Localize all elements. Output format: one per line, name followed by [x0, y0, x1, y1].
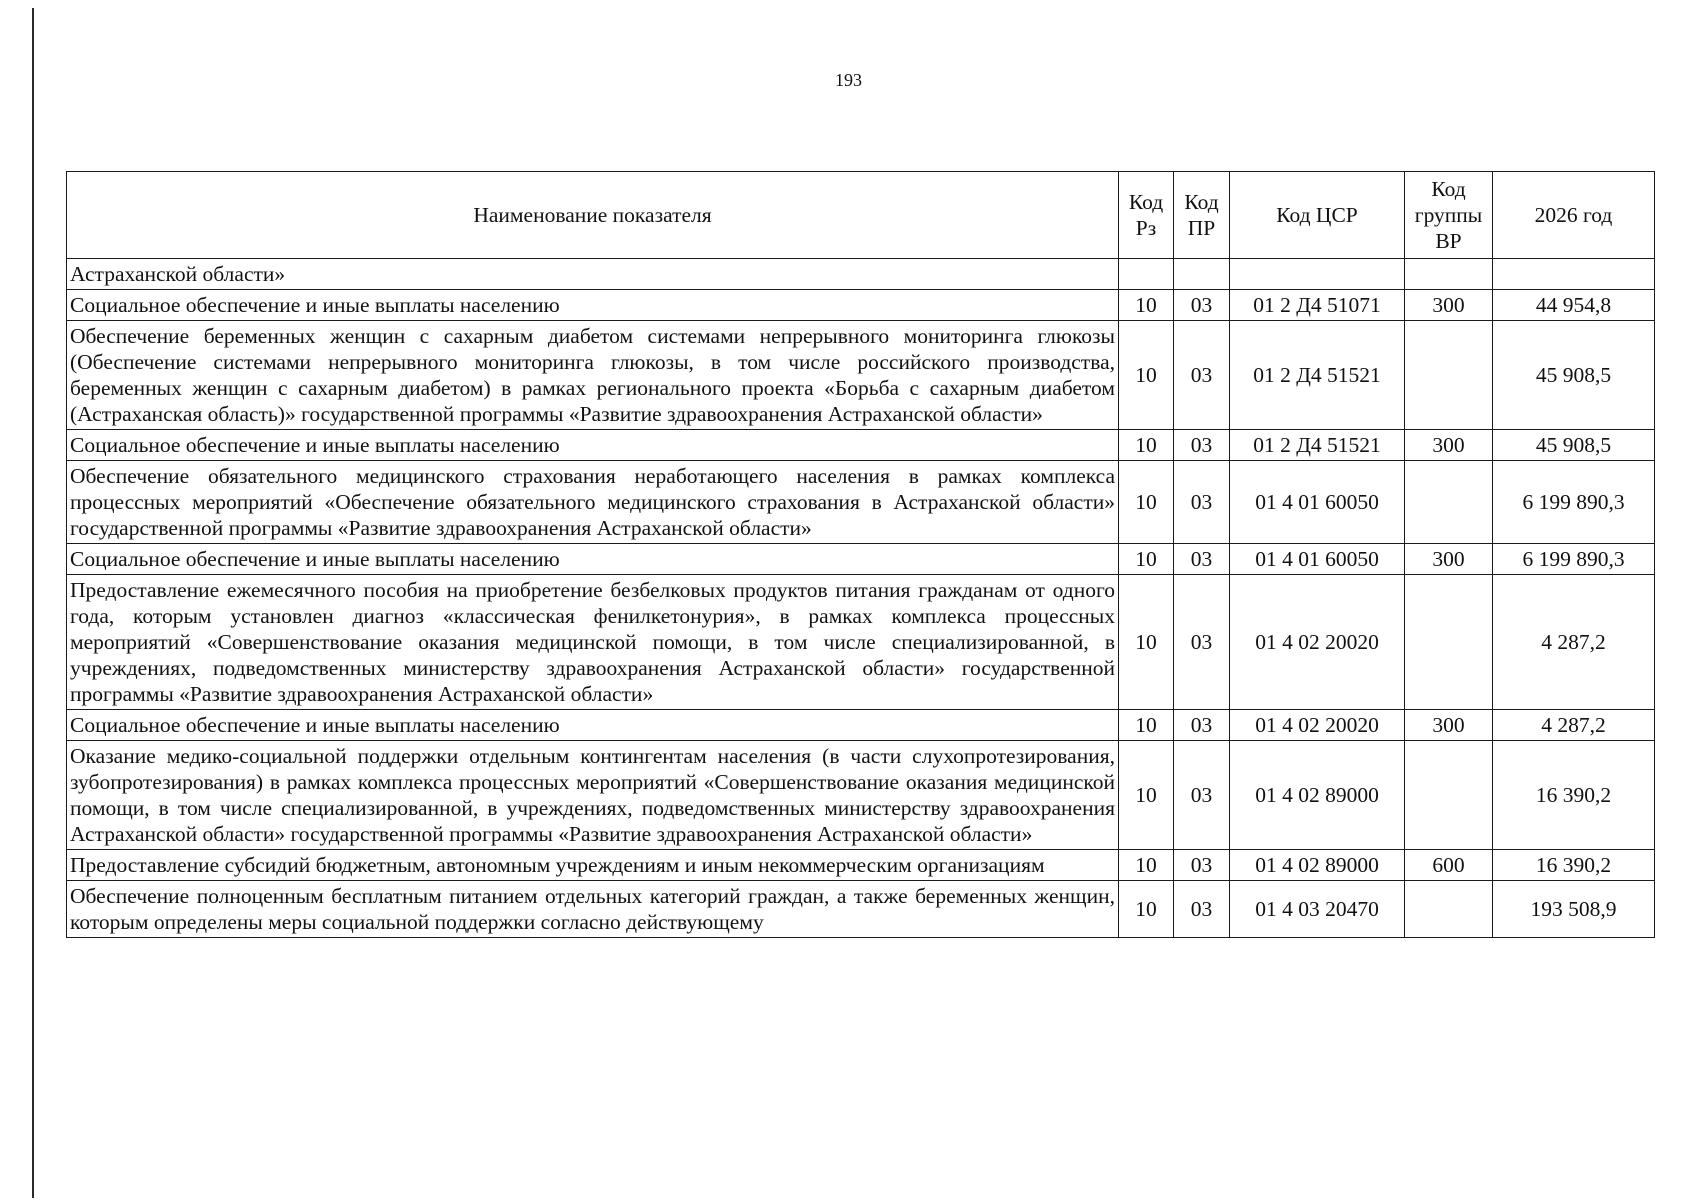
row-section-code: 10 — [1119, 321, 1174, 430]
table-row — [67, 430, 1655, 461]
row-amount-2026: 44 954,8 — [1493, 290, 1655, 321]
row-section-code: 10 — [1119, 881, 1174, 938]
row-expense-type-code — [1405, 575, 1493, 710]
row-indicator-name: Обеспечение обязательного медицинского страхования неработающего населения в рамках комплекса процессных мероприятий «Обеспечение обязательного медицинского страхования в Астраханской области» государственной программы «Развитие здравоохранения Астраханской области» — [67, 461, 1119, 544]
row-section-code: 10 — [1119, 290, 1174, 321]
table-row — [67, 575, 1655, 710]
row-target-article-code: 01 4 02 89000 — [1230, 741, 1405, 850]
table-row — [67, 290, 1655, 321]
row-amount-2026: 45 908,5 — [1493, 321, 1655, 430]
row-amount-2026: 193 508,9 — [1493, 881, 1655, 938]
row-target-article-code: 01 2 Д4 51071 — [1230, 290, 1405, 321]
row-subsection-code: 03 — [1174, 850, 1230, 881]
table-row — [67, 321, 1655, 430]
row-target-article-code: 01 2 Д4 51521 — [1230, 430, 1405, 461]
row-indicator-name: Социальное обеспечение и иные выплаты населению — [67, 710, 1119, 741]
table-row — [67, 259, 1655, 290]
row-indicator-name: Оказание медико-социальной поддержки отдельным контингентам населения (в части слухопротезирования, зубопротезирования) в рамках комплекса процессных мероприятий «Совершенствование оказания медицинской помощи, в том числе специализированной, в учреждениях, подведомственных министерству здравоохранения Астраханской области» государственной программы «Развитие здравоохранения Астраханской области» — [67, 741, 1119, 850]
row-subsection-code: 03 — [1174, 461, 1230, 544]
header-indicator-name: Наименование показателя — [67, 172, 1119, 259]
row-expense-type-code: 300 — [1405, 290, 1493, 321]
row-target-article-code: 01 4 02 20020 — [1230, 710, 1405, 741]
row-expense-type-code — [1405, 259, 1493, 290]
row-expense-type-code — [1405, 741, 1493, 850]
row-target-article-code: 01 4 02 89000 — [1230, 850, 1405, 881]
table-row — [67, 741, 1655, 850]
table-body — [67, 259, 1655, 938]
row-amount-2026: 16 390,2 — [1493, 850, 1655, 881]
row-indicator-name: Социальное обеспечение и иные выплаты населению — [67, 544, 1119, 575]
table-row — [67, 710, 1655, 741]
row-target-article-code: 01 4 01 60050 — [1230, 461, 1405, 544]
row-amount-2026: 4 287,2 — [1493, 575, 1655, 710]
row-expense-type-code: 300 — [1405, 430, 1493, 461]
row-subsection-code: 03 — [1174, 430, 1230, 461]
row-subsection-code: 03 — [1174, 544, 1230, 575]
row-section-code — [1119, 259, 1174, 290]
row-subsection-code: 03 — [1174, 321, 1230, 430]
header-year-2026: 2026 год — [1493, 172, 1655, 259]
row-subsection-code: 03 — [1174, 741, 1230, 850]
table-row — [67, 544, 1655, 575]
row-amount-2026: 45 908,5 — [1493, 430, 1655, 461]
page-left-margin-rule — [32, 8, 34, 1198]
row-amount-2026 — [1493, 259, 1655, 290]
row-indicator-name: Социальное обеспечение и иные выплаты населению — [67, 290, 1119, 321]
row-section-code: 10 — [1119, 575, 1174, 710]
row-target-article-code — [1230, 259, 1405, 290]
row-section-code: 10 — [1119, 741, 1174, 850]
row-expense-type-code — [1405, 461, 1493, 544]
table-row — [67, 461, 1655, 544]
row-subsection-code: 03 — [1174, 290, 1230, 321]
budget-allocation-table — [66, 171, 1655, 938]
table-row — [67, 850, 1655, 881]
header-subsection-code: Код ПР — [1174, 172, 1230, 259]
row-section-code: 10 — [1119, 544, 1174, 575]
row-amount-2026: 16 390,2 — [1493, 741, 1655, 850]
row-indicator-name: Социальное обеспечение и иные выплаты населению — [67, 430, 1119, 461]
row-expense-type-code — [1405, 881, 1493, 938]
row-indicator-name: Предоставление ежемесячного пособия на приобретение безбелковых продуктов питания гражданам от одного года, которым установлен диагноз «классическая фенилкетонурия», в рамках комплекса процессных мероприятий «Совершенствование оказания медицинской помощи, в том числе специализированной, в учреждениях, подведомственных министерству здравоохранения Астраханской области» государственной программы «Развитие здравоохранения Астраханской области» — [67, 575, 1119, 710]
row-section-code: 10 — [1119, 850, 1174, 881]
header-target-article-code: Код ЦСР — [1230, 172, 1405, 259]
header-section-code: Код Рз — [1119, 172, 1174, 259]
row-subsection-code: 03 — [1174, 710, 1230, 741]
row-section-code: 10 — [1119, 461, 1174, 544]
header-expense-type-code: Код группы ВР — [1405, 172, 1493, 259]
row-expense-type-code — [1405, 321, 1493, 430]
row-section-code: 10 — [1119, 430, 1174, 461]
page-number: 193 — [835, 70, 862, 90]
row-subsection-code: 03 — [1174, 881, 1230, 938]
row-amount-2026: 6 199 890,3 — [1493, 544, 1655, 575]
table-header-row — [67, 172, 1655, 259]
row-indicator-name: Астраханской области» — [67, 259, 1119, 290]
row-amount-2026: 4 287,2 — [1493, 710, 1655, 741]
row-subsection-code — [1174, 259, 1230, 290]
row-amount-2026: 6 199 890,3 — [1493, 461, 1655, 544]
row-indicator-name: Предоставление субсидий бюджетным, автономным учреждениям и иным некоммерческим организациям — [67, 850, 1119, 881]
row-subsection-code: 03 — [1174, 575, 1230, 710]
row-expense-type-code: 300 — [1405, 544, 1493, 575]
row-indicator-name: Обеспечение полноценным бесплатным питанием отдельных категорий граждан, а также беременных женщин, которым определены меры социальной поддержки согласно действующему — [67, 881, 1119, 938]
row-section-code: 10 — [1119, 710, 1174, 741]
row-target-article-code: 01 2 Д4 51521 — [1230, 321, 1405, 430]
row-indicator-name: Обеспечение беременных женщин с сахарным диабетом системами непрерывного мониторинга глюкозы (Обеспечение системами непрерывного мониторинга глюкозы, в том числе российского производства, беременных женщин с сахарным диабетом) в рамках регионального проекта «Борьба с сахарным диабетом (Астраханская область)» государственной программы «Развитие здравоохранения Астраханской области» — [67, 321, 1119, 430]
row-target-article-code: 01 4 01 60050 — [1230, 544, 1405, 575]
row-target-article-code: 01 4 02 20020 — [1230, 575, 1405, 710]
row-expense-type-code: 300 — [1405, 710, 1493, 741]
row-target-article-code: 01 4 03 20470 — [1230, 881, 1405, 938]
row-expense-type-code: 600 — [1405, 850, 1493, 881]
table-row — [67, 881, 1655, 938]
